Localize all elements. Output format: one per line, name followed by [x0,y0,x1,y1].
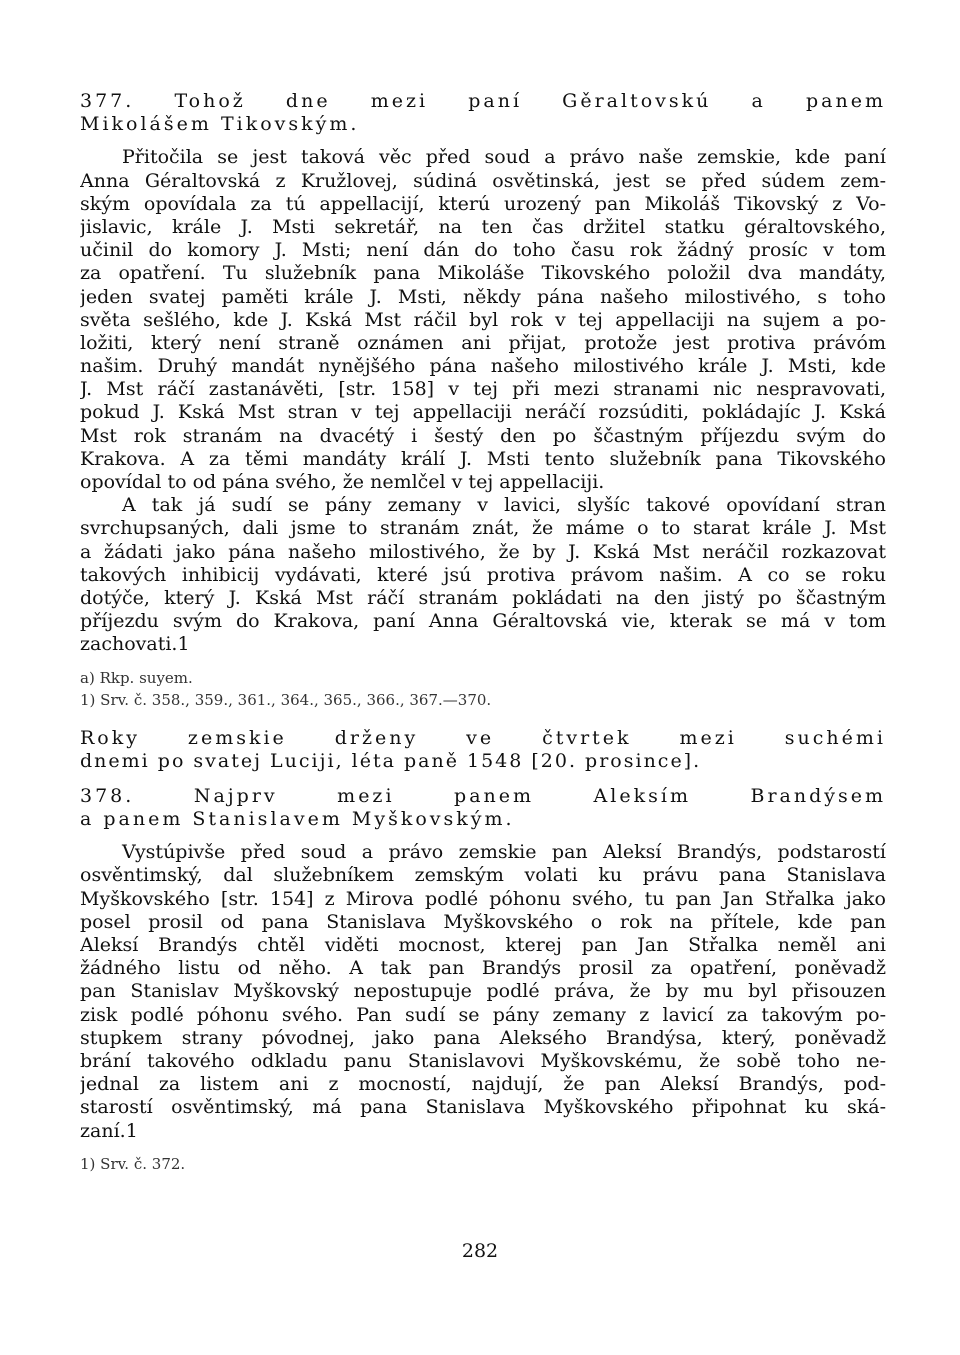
sitting-line: dnemi po svatej Luciji, léta paně 1548 [20. prosince]. [80,749,702,772]
entry-378-footnotes [80,1153,886,1175]
text-line: jeden svatej paměti krále J. Msti, někdy pána našeho milostivého, s toho [80,285,886,308]
page-number: 282 [461,1240,499,1262]
heading-line: 378. Najprv mezi panem Aleksím Brandýsem [80,784,886,807]
entry-378-paragraph-1 [80,841,886,1142]
footnote: 1) Srv. č. 372. [80,1154,186,1173]
text-line: jednal za listem ani z mocností, najdují, že pan Aleksí Brandýs, pod- [80,1073,886,1096]
entry-377-paragraph-2 [80,494,886,656]
text-line: příjezdu svým do Krakova, paní Anna Géraltovská vie, kterak se má v tom [80,610,886,633]
entry-377-heading [80,90,886,136]
text-line: takových inhibicij vydávati, které jsú protiva právom našim. A co se roku [80,563,886,586]
heading-line: a panem Stanislavem Myškovským. [80,808,515,831]
text-line: Vystúpivše před soud a právo zemskie pan Aleksí Brandýs, podstarostí [122,841,886,864]
text-line: ložiti, který není straně oznámen ani přijat, protože jest protiva právóm [80,331,886,354]
text-line: Mst rok stranám na dvacétý i šestý den po ščastným příjezdu svým do [80,424,886,447]
text-line: dotýče, který J. Kská Mst ráčí stranám pokládati na den jistý po ščastným [80,586,886,609]
footnote: 1) Srv. č. 358., 359., 361., 364., 365., 366., 367.—370. [80,690,492,709]
text-line: světa sešlého, kde J. Kská Mst ráčil byl rok v tej appellaciji na sujem a po- [80,308,886,331]
text-line: A tak já sudí se pány zemany v lavici, slyšíc takové opovídaní stran [122,494,886,517]
text-line: a žádati jako pána našeho milostivého, že by J. Kská Mst neráčil rozkazovat [80,540,886,563]
text-line: stupkem strany póvodnej, jako pana Aleksého Brandýsa, který, poněvadž [80,1026,886,1049]
text-line: J. Mst ráčí zastanávěti, [str. 158] v tej při mezi stranami nic nespravovati, [80,378,886,401]
text-line: brání takového odkladu panu Stanislavovi Myškovskému, že sobě toho ne- [80,1049,886,1072]
entry-377 [80,90,886,711]
entry-378 [80,785,886,1175]
text-line: zaní.1 [80,1119,138,1142]
text-line: učinil do komory J. Msti; není dán do toho času rok žádný prosíc v tom [80,239,886,262]
text-line: jislavic, krále J. Msti sekretář, na ten čas držitel statku géraltovského, [80,215,886,238]
entry-377-paragraph-1 [80,146,886,494]
heading-line: Mikolášem Tikovským. [80,113,360,136]
text-line: svrchupsaných, dali jsme to stranám znát, že máme o to starat krále J. Mst [80,517,886,540]
text-line: Myškovského [str. 154] z Mirova podlé póhonu svého, tu pan Jan Střalka jako [80,887,886,910]
text-line: starostí osvěntimský, má pana Stanislava Myškovského připohnat ku ská- [80,1096,886,1119]
text-line: za opatření. Tu služebník pana Mikoláše Tikovského položil dva mandáty, [80,262,886,285]
sitting-line: Roky zemskie drženy ve čtvrtek mezi suchémi [80,726,886,749]
text-line: Krakova. A za těmi mandáty králí J. Msti tento služebník pana Tikovského [80,447,886,470]
footnote: a) Rkp. suyem. [80,668,193,687]
text-line: posel prosil od pana Stanislava Myškovského o rok na přítele, kde pan [80,910,886,933]
text-line: zisk podlé póhonu svého. Pan sudí se pány zemany z lavicí za takovým po- [80,1003,886,1026]
text-line: pokud J. Kská Mst stran v tej appellaciji neráčí rozsúditi, pokládajíc J. Kská [80,401,886,424]
text-line: našim. Druhý mandát nynějšého pána našeho milostivého krále J. Msti, kde [80,355,886,378]
document-page [80,90,886,1191]
text-line: pan Stanislav Myškovský nepostupuje podlé práva, že by mu byl přisouzen [80,980,886,1003]
text-line: ským opovídala za tú appellacijí, kterú urozený pan Mikoláš Tikovský z Vo- [80,192,886,215]
entry-378-heading [80,785,886,831]
text-line: Přitočila se jest taková věc před soud a právo naše zemskie, kde paní [122,146,886,169]
sitting-heading [80,727,886,773]
heading-line: 377. Tohož dne mezi paní Gěraltovskú a panem [80,90,886,112]
text-line: osvěntimský, dal služebníkem zemským volati ku právu pana Stanislava [80,864,886,887]
text-line: opovídal to od pána svého, že nemlčel v tej appellaciji. [80,471,605,493]
text-line: Anna Géraltovská z Kružlovej, súdiná osvětinská, jest se před súdem zem- [80,169,886,192]
text-line: žádného listu od něho. A tak pan Brandýs prosil za opatření, poněvadž [80,957,886,980]
text-line: zachovati.1 [80,633,190,656]
entry-377-footnotes [80,667,886,711]
text-line: Aleksí Brandýs chtěl viděti mocnost, kterej pan Jan Střalka neměl ani [80,934,886,956]
